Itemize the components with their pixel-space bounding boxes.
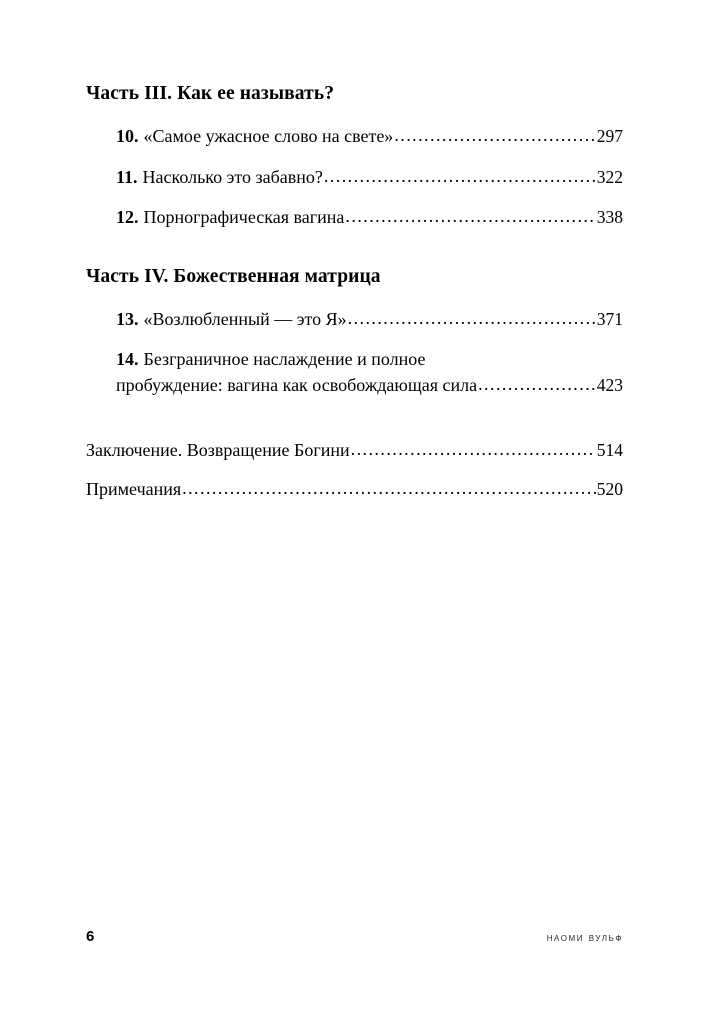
running-head-author: наоми вульф [546, 932, 623, 944]
toc-part-section [86, 82, 623, 230]
chapter-page-number: 322 [596, 166, 623, 187]
chapter-page-number: 371 [596, 308, 623, 329]
chapter-number: 13. [116, 308, 139, 329]
toc-entry[interactable] [86, 439, 623, 462]
toc-entry[interactable] [116, 166, 623, 189]
dot-leader [394, 124, 595, 147]
chapter-page-number: 297 [596, 126, 623, 147]
toc-entry[interactable] [116, 125, 623, 148]
dot-leader [478, 373, 596, 396]
part-heading-iv: Часть IV. Божественная матрица [86, 265, 381, 287]
chapter-title-continuation: пробуждение: вагина как освобождающая сила [116, 374, 478, 395]
dot-leader [348, 307, 596, 330]
chapter-title: Порнографическая вагина [143, 207, 345, 228]
back-matter-page-number: 514 [596, 440, 623, 461]
toc-entry[interactable] [116, 308, 623, 331]
back-matter-title: Примечания [86, 479, 182, 500]
toc-entry[interactable] [116, 206, 623, 229]
chapter-page-number: 423 [596, 374, 623, 395]
chapter-number: 11. [116, 166, 138, 187]
back-matter-page-number: 520 [596, 479, 623, 500]
dot-leader [345, 205, 595, 228]
toc-part-section [86, 265, 623, 398]
back-matter-title: Заключение. Возвращение Богини [86, 440, 350, 461]
toc-entry[interactable] [116, 348, 623, 397]
chapter-number: 10. [116, 126, 139, 147]
chapter-title: «Возлюбленный — это Я» [143, 308, 347, 329]
dot-leader [351, 438, 596, 461]
toc-entry[interactable] [86, 478, 623, 501]
table-of-contents [86, 82, 623, 502]
chapter-number: 12. [116, 207, 139, 228]
chapter-title: «Самое ужасное слово на свете» [143, 126, 394, 147]
dot-leader [324, 165, 596, 188]
chapter-title: Насколько это забавно? [142, 166, 323, 187]
chapter-list-part-iii [86, 125, 623, 229]
page-folio: 6 [86, 928, 95, 945]
chapter-page-number: 338 [596, 207, 623, 228]
page-footer [86, 928, 623, 945]
back-matter-list [86, 439, 623, 502]
chapter-list-part-iv [86, 308, 623, 397]
dot-leader [182, 477, 596, 500]
part-heading-iii: Часть III. Как ее называть? [86, 83, 335, 104]
chapter-title: Безграничное наслаждение и полное [143, 349, 426, 370]
chapter-number: 14. [116, 349, 139, 370]
